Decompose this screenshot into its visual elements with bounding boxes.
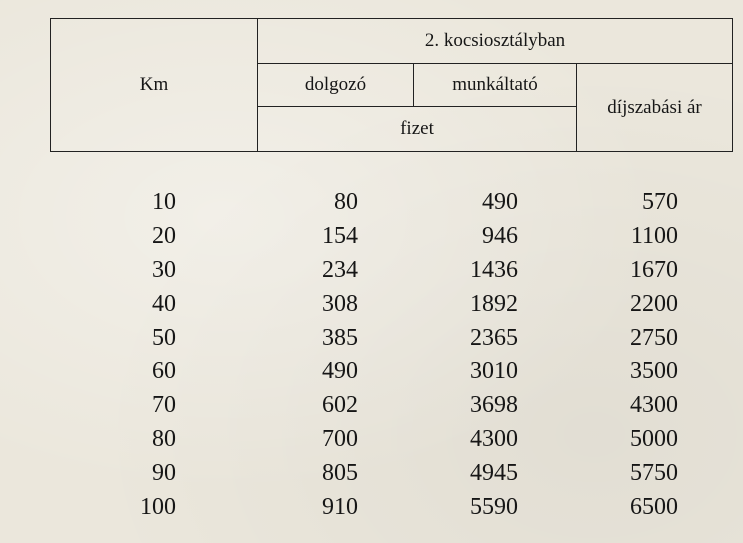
cell-employer: 1892: [470, 290, 518, 317]
cell-tariff: 1100: [630, 222, 678, 249]
cell-km: 70: [152, 392, 176, 419]
cell-employer: 4945: [470, 460, 518, 487]
cell-tariff: 2200: [630, 290, 678, 317]
cell-employer: 5590: [470, 494, 518, 521]
table-row: [0, 256, 743, 290]
header-worker: dolgozó: [258, 64, 414, 107]
cell-km: 100: [140, 494, 176, 521]
table-row: [0, 459, 743, 493]
cell-employer: 2365: [470, 324, 518, 351]
cell-tariff: 5000: [630, 426, 678, 453]
cell-employer: 946: [482, 222, 518, 249]
cell-km: 60: [152, 358, 176, 385]
cell-tariff: 5750: [630, 460, 678, 487]
cell-employer: 4300: [470, 426, 518, 453]
cell-worker: 80: [334, 189, 358, 215]
cell-worker: 234: [322, 256, 358, 283]
header-employer: munkáltató: [414, 64, 577, 107]
cell-employer: 490: [482, 189, 518, 215]
cell-tariff: 4300: [630, 392, 678, 419]
cell-tariff: 570: [642, 189, 678, 215]
header-km: Km: [51, 19, 258, 152]
cell-worker: 490: [322, 358, 358, 385]
cell-km: 80: [152, 426, 176, 453]
cell-km: 90: [152, 460, 176, 487]
table-row: [0, 188, 743, 222]
cell-employer: 1436: [470, 256, 518, 283]
cell-worker: 385: [322, 324, 358, 351]
cell-employer: 3698: [470, 392, 518, 419]
cell-tariff: 1670: [630, 256, 678, 283]
cell-km: 50: [152, 324, 176, 351]
table-row: [0, 493, 743, 527]
table-row: [0, 222, 743, 256]
header-pays: fizet: [258, 106, 577, 151]
cell-worker: 308: [322, 290, 358, 317]
cell-km: 10: [152, 189, 176, 215]
table-body: [0, 188, 743, 527]
cell-worker: 154: [322, 222, 358, 249]
cell-tariff: 3500: [630, 358, 678, 385]
table-row: [0, 391, 743, 425]
cell-tariff: 2750: [630, 324, 678, 351]
cell-worker: 805: [322, 460, 358, 487]
table-row: [0, 324, 743, 358]
table-row: [0, 357, 743, 391]
cell-km: 40: [152, 290, 176, 317]
table-row: [0, 290, 743, 324]
table-header: [50, 18, 733, 152]
cell-employer: 3010: [470, 358, 518, 385]
table-row: [0, 425, 743, 459]
header-tariff: díjszabási ár: [577, 64, 733, 152]
cell-tariff: 6500: [630, 494, 678, 521]
cell-worker: 910: [322, 494, 358, 521]
cell-worker: 602: [322, 392, 358, 419]
cell-worker: 700: [322, 426, 358, 453]
header-class: 2. kocsiosztályban: [258, 19, 733, 64]
cell-km: 20: [152, 222, 176, 249]
cell-km: 30: [152, 256, 176, 283]
